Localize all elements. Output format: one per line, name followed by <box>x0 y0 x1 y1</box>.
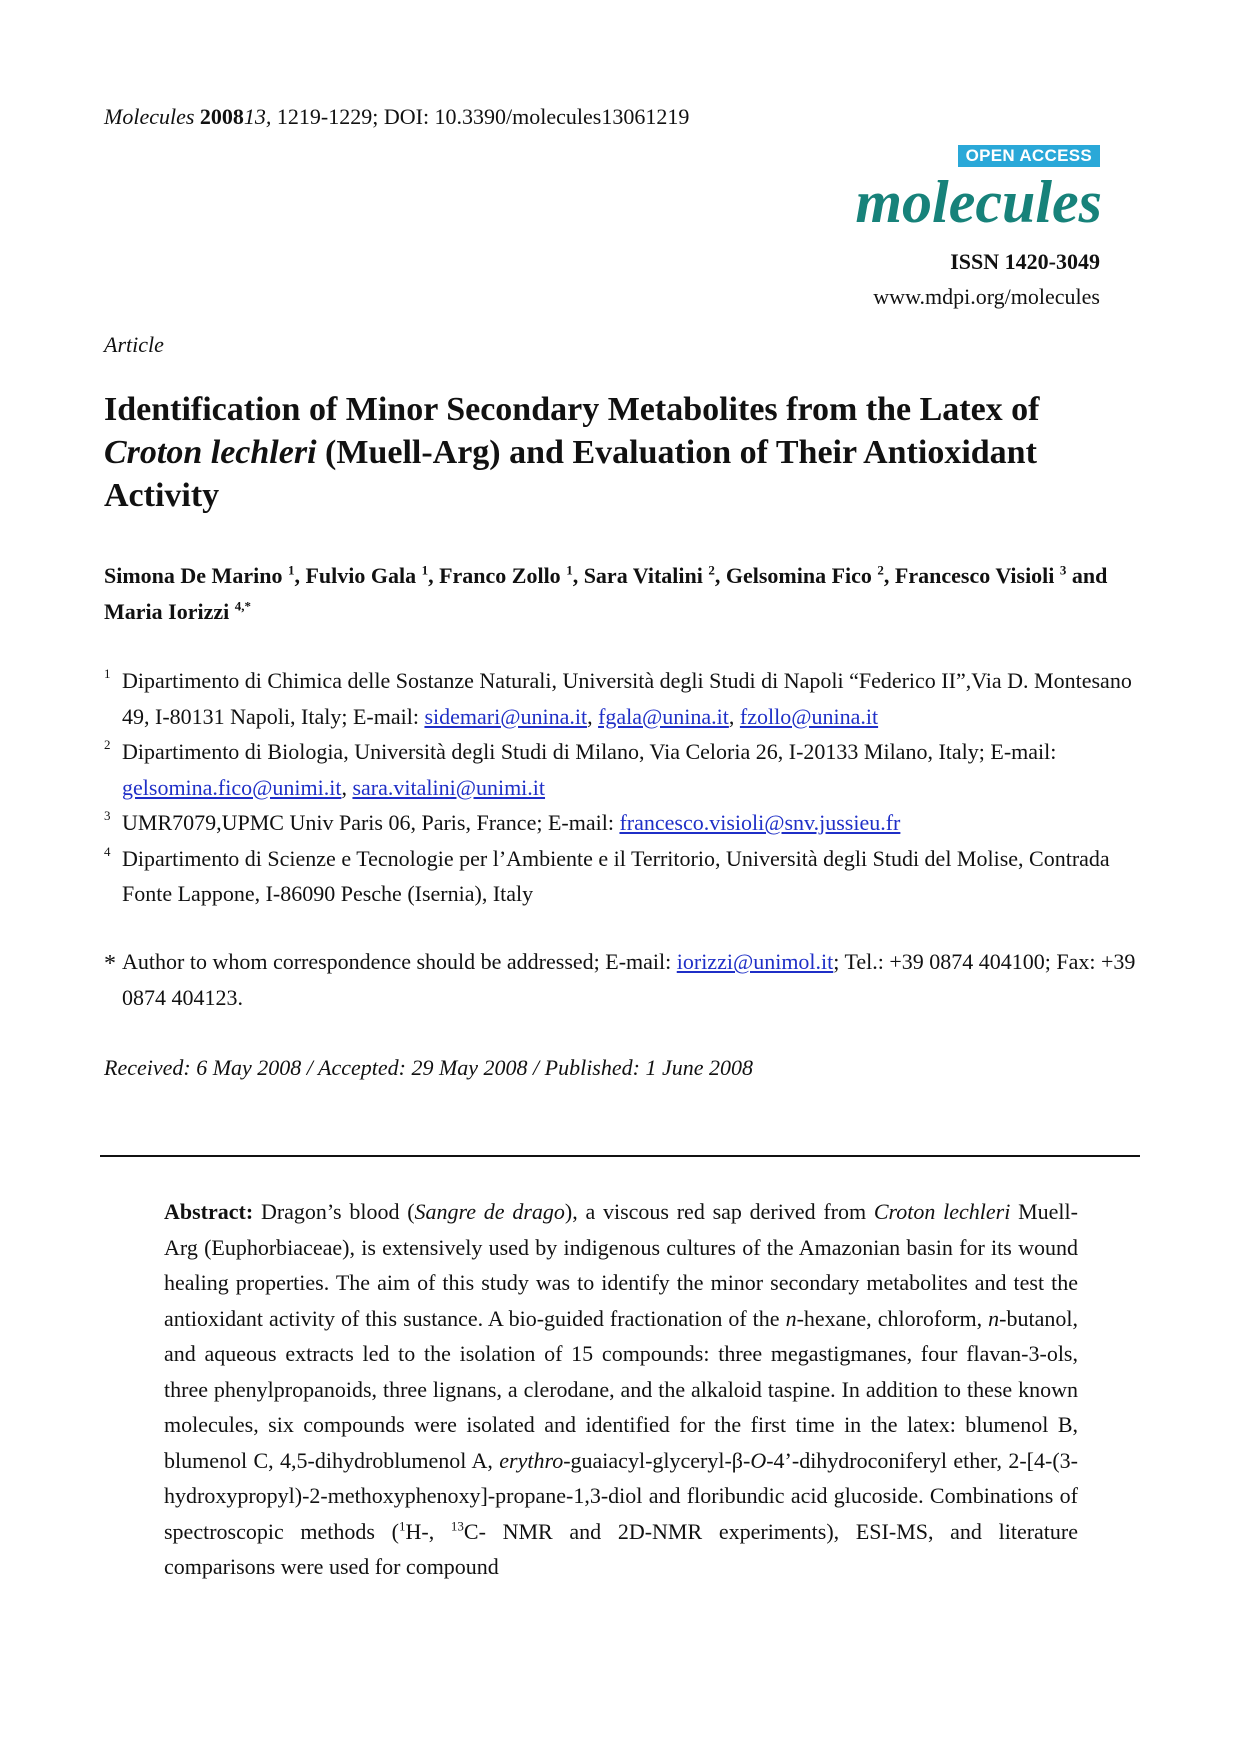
author-name: Sara Vitalini <box>583 563 703 588</box>
affiliation-list <box>104 663 1140 912</box>
abstract <box>164 1194 1078 1585</box>
affiliation-item: 1 Dipartimento di Chimica delle Sostanze Naturali, Università degli Studi di Napoli “Federico II”,Via D. Montesano 49, I-80131 Napoli, Italy; E-mail: sidemari@unina.it, fgala@unina.it, fzollo@unina.it <box>104 663 1140 734</box>
affiliation-text: UMR7079,UPMC Univ Paris 06, Paris, France; E-mail: <box>122 810 620 835</box>
affiliation-text: Dipartimento di Chimica delle Sostanze Naturali, Università degli Studi di Napoli “Federico II”,Via D. Montesano 49, I-80131 Napoli, Italy; E-mail: <box>122 668 1132 729</box>
correspondence-contact: ; Tel.: +39 0874 404100; Fax: +39 0874 404123. <box>122 949 1136 1010</box>
abstract-text: -butanol, and aqueous extracts led to the isolation of 15 compounds: three megastigmanes, four flavan-3-ols, three phenylpropanoids, three lignans, a clerodane, and the alkaloid taspine. In addition to these known molecules, six compounds were isolated and identified for the first time in the latex: blumenol B, blumenol C, 4,5-dihydroblumenol A, <box>164 1305 1078 1473</box>
title-species: Croton lechleri <box>104 434 317 471</box>
citation-journal: Molecules <box>104 104 195 129</box>
affiliation-email-link[interactable]: francesco.visioli@snv.jussieu.fr <box>619 810 901 835</box>
affiliation-email-link[interactable]: gelsomina.fico@unimi.it <box>122 774 342 800</box>
abstract-text: C- NMR and 2D-NMR experiments), ESI-MS, and literature comparisons were used for compound <box>164 1518 1079 1579</box>
abstract-text: 1 <box>398 1518 406 1534</box>
title-part-2: (Muell-Arg) and Evaluation of Their Antioxidant Activity <box>104 434 1037 514</box>
affiliation-email-link[interactable]: sidemari@unina.it <box>424 703 588 729</box>
affiliation-email-link[interactable]: fgala@unina.it <box>598 703 729 729</box>
affiliation-item <box>104 805 1140 841</box>
correspondence-email-link[interactable]: iorizzi@unimol.it <box>676 949 834 974</box>
abstract-text: Dragon’s blood ( <box>253 1199 415 1224</box>
author-affiliation-mark: 4,* <box>234 598 251 614</box>
abstract-label: Abstract: <box>164 1199 254 1224</box>
affiliation-item: 2 Dipartimento di Biologia, Università degli Studi di Milano, Via Celoria 26, I-20133 Milano, Italy; E-mail: gelsomina.fico@unimi.it, sara.vitalini@unimi.it <box>104 734 1140 805</box>
correspondence-text: Author to whom correspondence should be addressed; E-mail: <box>122 949 677 974</box>
abstract-text: -4’-dihydroconiferyl ether, 2-[4-(3-hydroxypropyl)-2-methoxyphenoxy]-propane-1,3-diol and floribundic acid glucoside. Combinations of spectroscopic methods ( <box>164 1447 1078 1544</box>
section-divider <box>100 1155 1140 1157</box>
abstract-text: Sangre de drago <box>414 1199 565 1224</box>
author-name: Maria Iorizzi <box>104 599 230 624</box>
author-affiliation-mark: 2 <box>877 562 884 578</box>
publication-dates: Received: 6 May 2008 / Accepted: 29 May 2008 / Published: 1 June 2008 <box>104 1055 753 1080</box>
journal-website: www.mdpi.org/molecules <box>873 284 1100 309</box>
abstract-text: -guaiacyl-glyceryl-β- <box>563 1447 751 1473</box>
open-access-badge: OPEN ACCESS <box>958 145 1100 167</box>
author-affiliation-mark: 2 <box>708 562 715 578</box>
citation-year: 2008 <box>199 104 244 129</box>
abstract-text: erythro <box>499 1447 564 1473</box>
citation-pages-doi: 1219-1229; DOI: 10.3390/molecules13061219 <box>276 104 690 129</box>
abstract-text: 13 <box>450 1518 464 1534</box>
author-affiliation-mark: 1 <box>287 562 295 578</box>
abstract-text: Croton lechleri <box>873 1199 1011 1224</box>
abstract-text: n <box>988 1305 1000 1331</box>
abstract-text: O <box>750 1447 767 1473</box>
abstract-text: H-, <box>405 1518 451 1544</box>
correspondence-star: * <box>104 951 116 977</box>
affiliation-number: 1 <box>104 666 111 681</box>
abstract-text: -hexane, chloroform, <box>796 1305 989 1331</box>
abstract-text: ), a viscous red sap derived from <box>564 1199 874 1224</box>
author-affiliation-mark: 1 <box>421 562 429 578</box>
abstract-text: n <box>785 1305 797 1331</box>
author-name: Fulvio Gala <box>305 563 417 588</box>
author-affiliation-mark: 3 <box>1059 562 1067 578</box>
article-type: Article <box>104 332 164 357</box>
affiliation-email-link[interactable]: sara.vitalini@unimi.it <box>352 774 546 800</box>
affiliation-number: 2 <box>104 737 111 752</box>
paper-title <box>104 388 1124 517</box>
citation-line <box>104 104 689 130</box>
citation-volume: 13, <box>243 104 272 129</box>
affiliation-number: 3 <box>104 808 111 823</box>
abstract-text: Muell-Arg (Euphorbiaceae), is extensively used by indigenous cultures of the Amazonian basin for its wound healing properties. The aim of this study was to identify the minor secondary metabolites and test the antioxidant activity of this sustance. A bio-guided fractionation of the <box>164 1199 1078 1331</box>
affiliation-email-link[interactable]: fzollo@unina.it <box>739 703 879 729</box>
title-part-1: Identification of Minor Secondary Metabolites from the Latex of <box>104 391 1040 428</box>
issn: ISSN 1420-3049 <box>950 249 1100 274</box>
affiliation-number: 4 <box>104 843 111 859</box>
author-name: Francesco Visioli <box>894 563 1055 588</box>
author-list: Simona De Marino $^1$, Fulvio Gala $^1$, Franco Zollo $^1$, Sara Vitalini $^2$, Gelsomina Fico $^2$, Francesco Visioli $^3$ and Maria Iorizzi $^{4,*}$ <box>104 562 1108 624</box>
author-name: Franco Zollo <box>439 563 561 588</box>
affiliation-text: Dipartimento di Biologia, Università degli Studi di Milano, Via Celoria 26, I-20133 Milano, Italy; E-mail: <box>122 739 1057 764</box>
author-name: Gelsomina Fico <box>725 563 872 588</box>
author-name: Simona De Marino <box>104 563 283 588</box>
author-affiliation-mark: 1 <box>566 562 573 578</box>
affiliation-item <box>104 841 1140 912</box>
correspondence-note <box>104 944 1140 1016</box>
affiliation-text: Dipartimento di Scienze e Tecnologie per l’Ambiente e il Territorio, Università degli Studi del Molise, Contrada Fonte Lappone, I-86090 Pesche (Isernia), Italy <box>122 845 1110 906</box>
journal-logo: molecules <box>855 169 1102 235</box>
